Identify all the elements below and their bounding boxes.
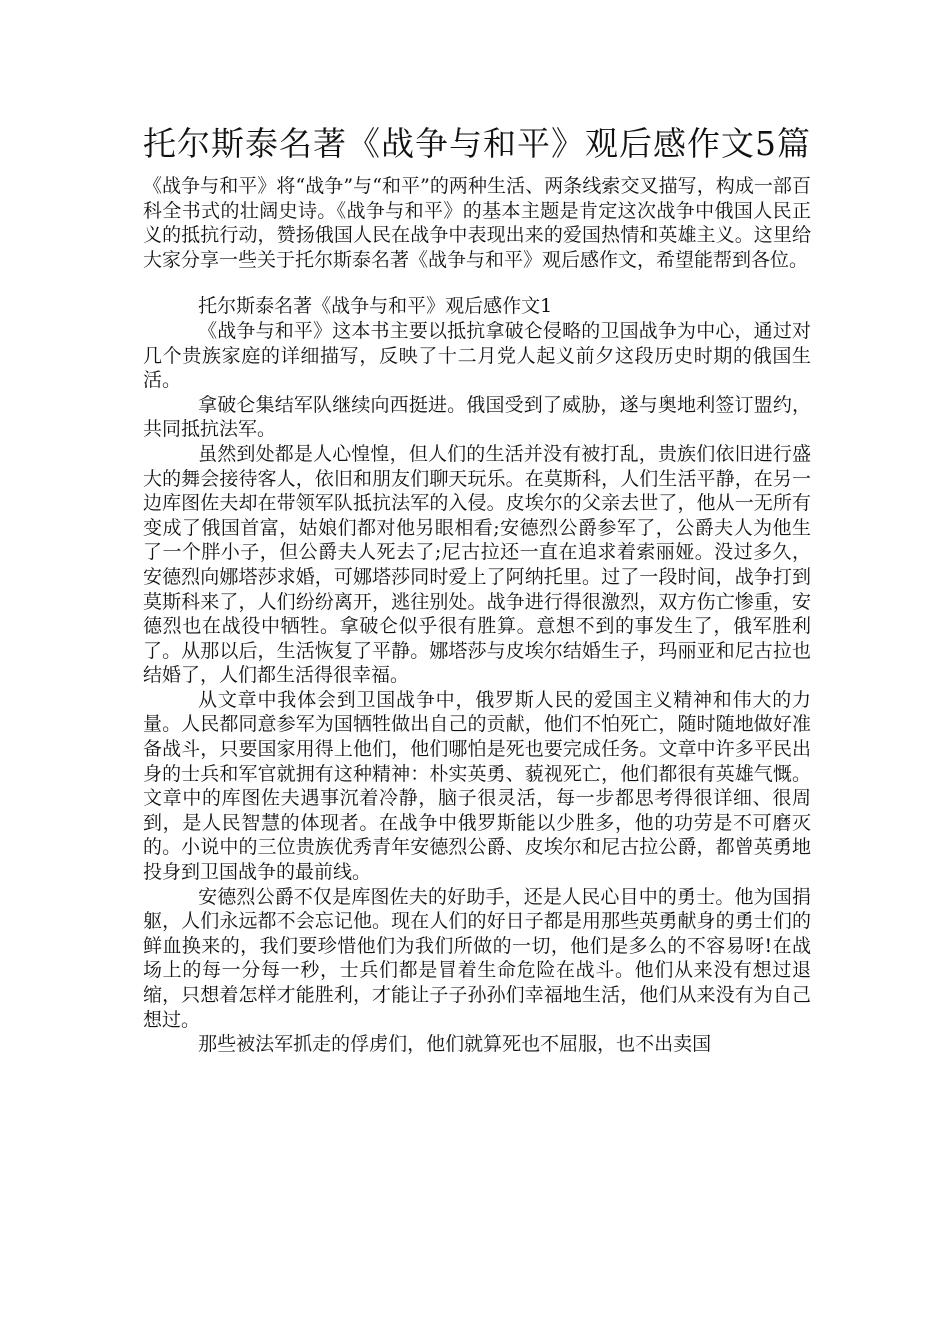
document-page xyxy=(143,120,811,1057)
body-paragraph: 安德烈公爵不仅是库图佐夫的好助手，还是人民心目中的勇士。他为国捐躯，人们永远都不会忘记他。现在人们的好日子都是用那些英勇献身的勇士们的鲜血换来的，我们要珍惜他们为我们所做的一切，他们是多么的不容易呀!在战场上的每一分每一秒，士兵们都是冒着生命危险在战斗。他们从来没有想过退缩，只想着怎样才能胜利，才能让子子孙孙们幸福地生活，他们从来没有为自己想过。 xyxy=(143,885,811,1031)
paragraph-gap xyxy=(143,272,811,294)
body-paragraph: 虽然到处都是人心惶惶，但人们的生活并没有被打乱，贵族们依旧进行盛大的舞会接待客人，依旧和朋友们聊天玩乐。在莫斯科，人们生活平静，在另一边库图佐夫却在带领军队抵抗法军的入侵。皮埃尔的父亲去世了，他从一无所有变成了俄国首富，姑娘们都对他另眼相看;安德烈公爵参军了，公爵夫人为他生了一个胖小子，但公爵夫人死去了;尼古拉还一直在追求着索丽娅。没过多久，安德烈向娜塔莎求婚，可娜塔莎同时爱上了阿纳托里。过了一段时间，战争打到莫斯科来了，人们纷纷离开，逃往别处。战争进行得很激烈，双方伤亡惨重，安德烈也在战役中牺牲。拿破仑似乎很有胜算。意想不到的事发生了，俄军胜利了。从那以后，生活恢复了平静。娜塔莎与皮埃尔结婚生子，玛丽亚和尼古拉也结婚了，人们都生活得很幸福。 xyxy=(143,442,811,687)
body-paragraph: 从文章中我体会到卫国战争中，俄罗斯人民的爱国主义精神和伟大的力量。人民都同意参军为国牺牲做出自己的贡献，他们不怕死亡，随时随地做好准备战斗，只要国家用得上他们，他们哪怕是死也要完成任务。文章中许多平民出身的士兵和军官就拥有这种精神：朴实英勇、藐视死亡，他们都很有英雄气慨。文章中的库图佐夫遇事沉着冷静，脑子很灵活，每一步都思考得很详细、很周到，是人民智慧的体现者。在战争中俄罗斯能以少胜多，他的功劳是不可磨灭的。小说中的三位贵族优秀青年安德烈公爵、皮埃尔和尼古拉公爵，都曾英勇地投身到卫国战争的最前线。 xyxy=(143,688,811,884)
body-paragraph: 《战争与和平》这本书主要以抵抗拿破仑侵略的卫国战争为中心，通过对几个贵族家庭的详细描写，反映了十二月党人起义前夕这段历史时期的俄国生活。 xyxy=(143,319,811,392)
intro-paragraph: 《战争与和平》将“战争”与“和平”的两种生活、两条线索交叉描写，构成一部百科全书式的壮阔史诗。《战争与和平》的基本主题是肯定这次战争中俄国人民正义的抵抗行动，赞扬俄国人民在战争中表现出来的爱国热情和英雄主义。这里给大家分享一些关于托尔斯泰名著《战争与和平》观后感作文，希望能帮到各位。 xyxy=(143,175,811,271)
body-paragraph: 拿破仑集结军队继续向西挺进。俄国受到了威胁，遂与奥地利签订盟约，共同抵抗法军。 xyxy=(143,393,811,441)
body-paragraph: 那些被法军抓走的俘虏们，他们就算死也不屈服，也不出卖国 xyxy=(198,1033,712,1056)
section-heading: 托尔斯泰名著《战争与和平》观后感作文1 xyxy=(198,295,553,318)
document-title: 托尔斯泰名著《战争与和平》观后感作文5篇 xyxy=(143,124,811,163)
